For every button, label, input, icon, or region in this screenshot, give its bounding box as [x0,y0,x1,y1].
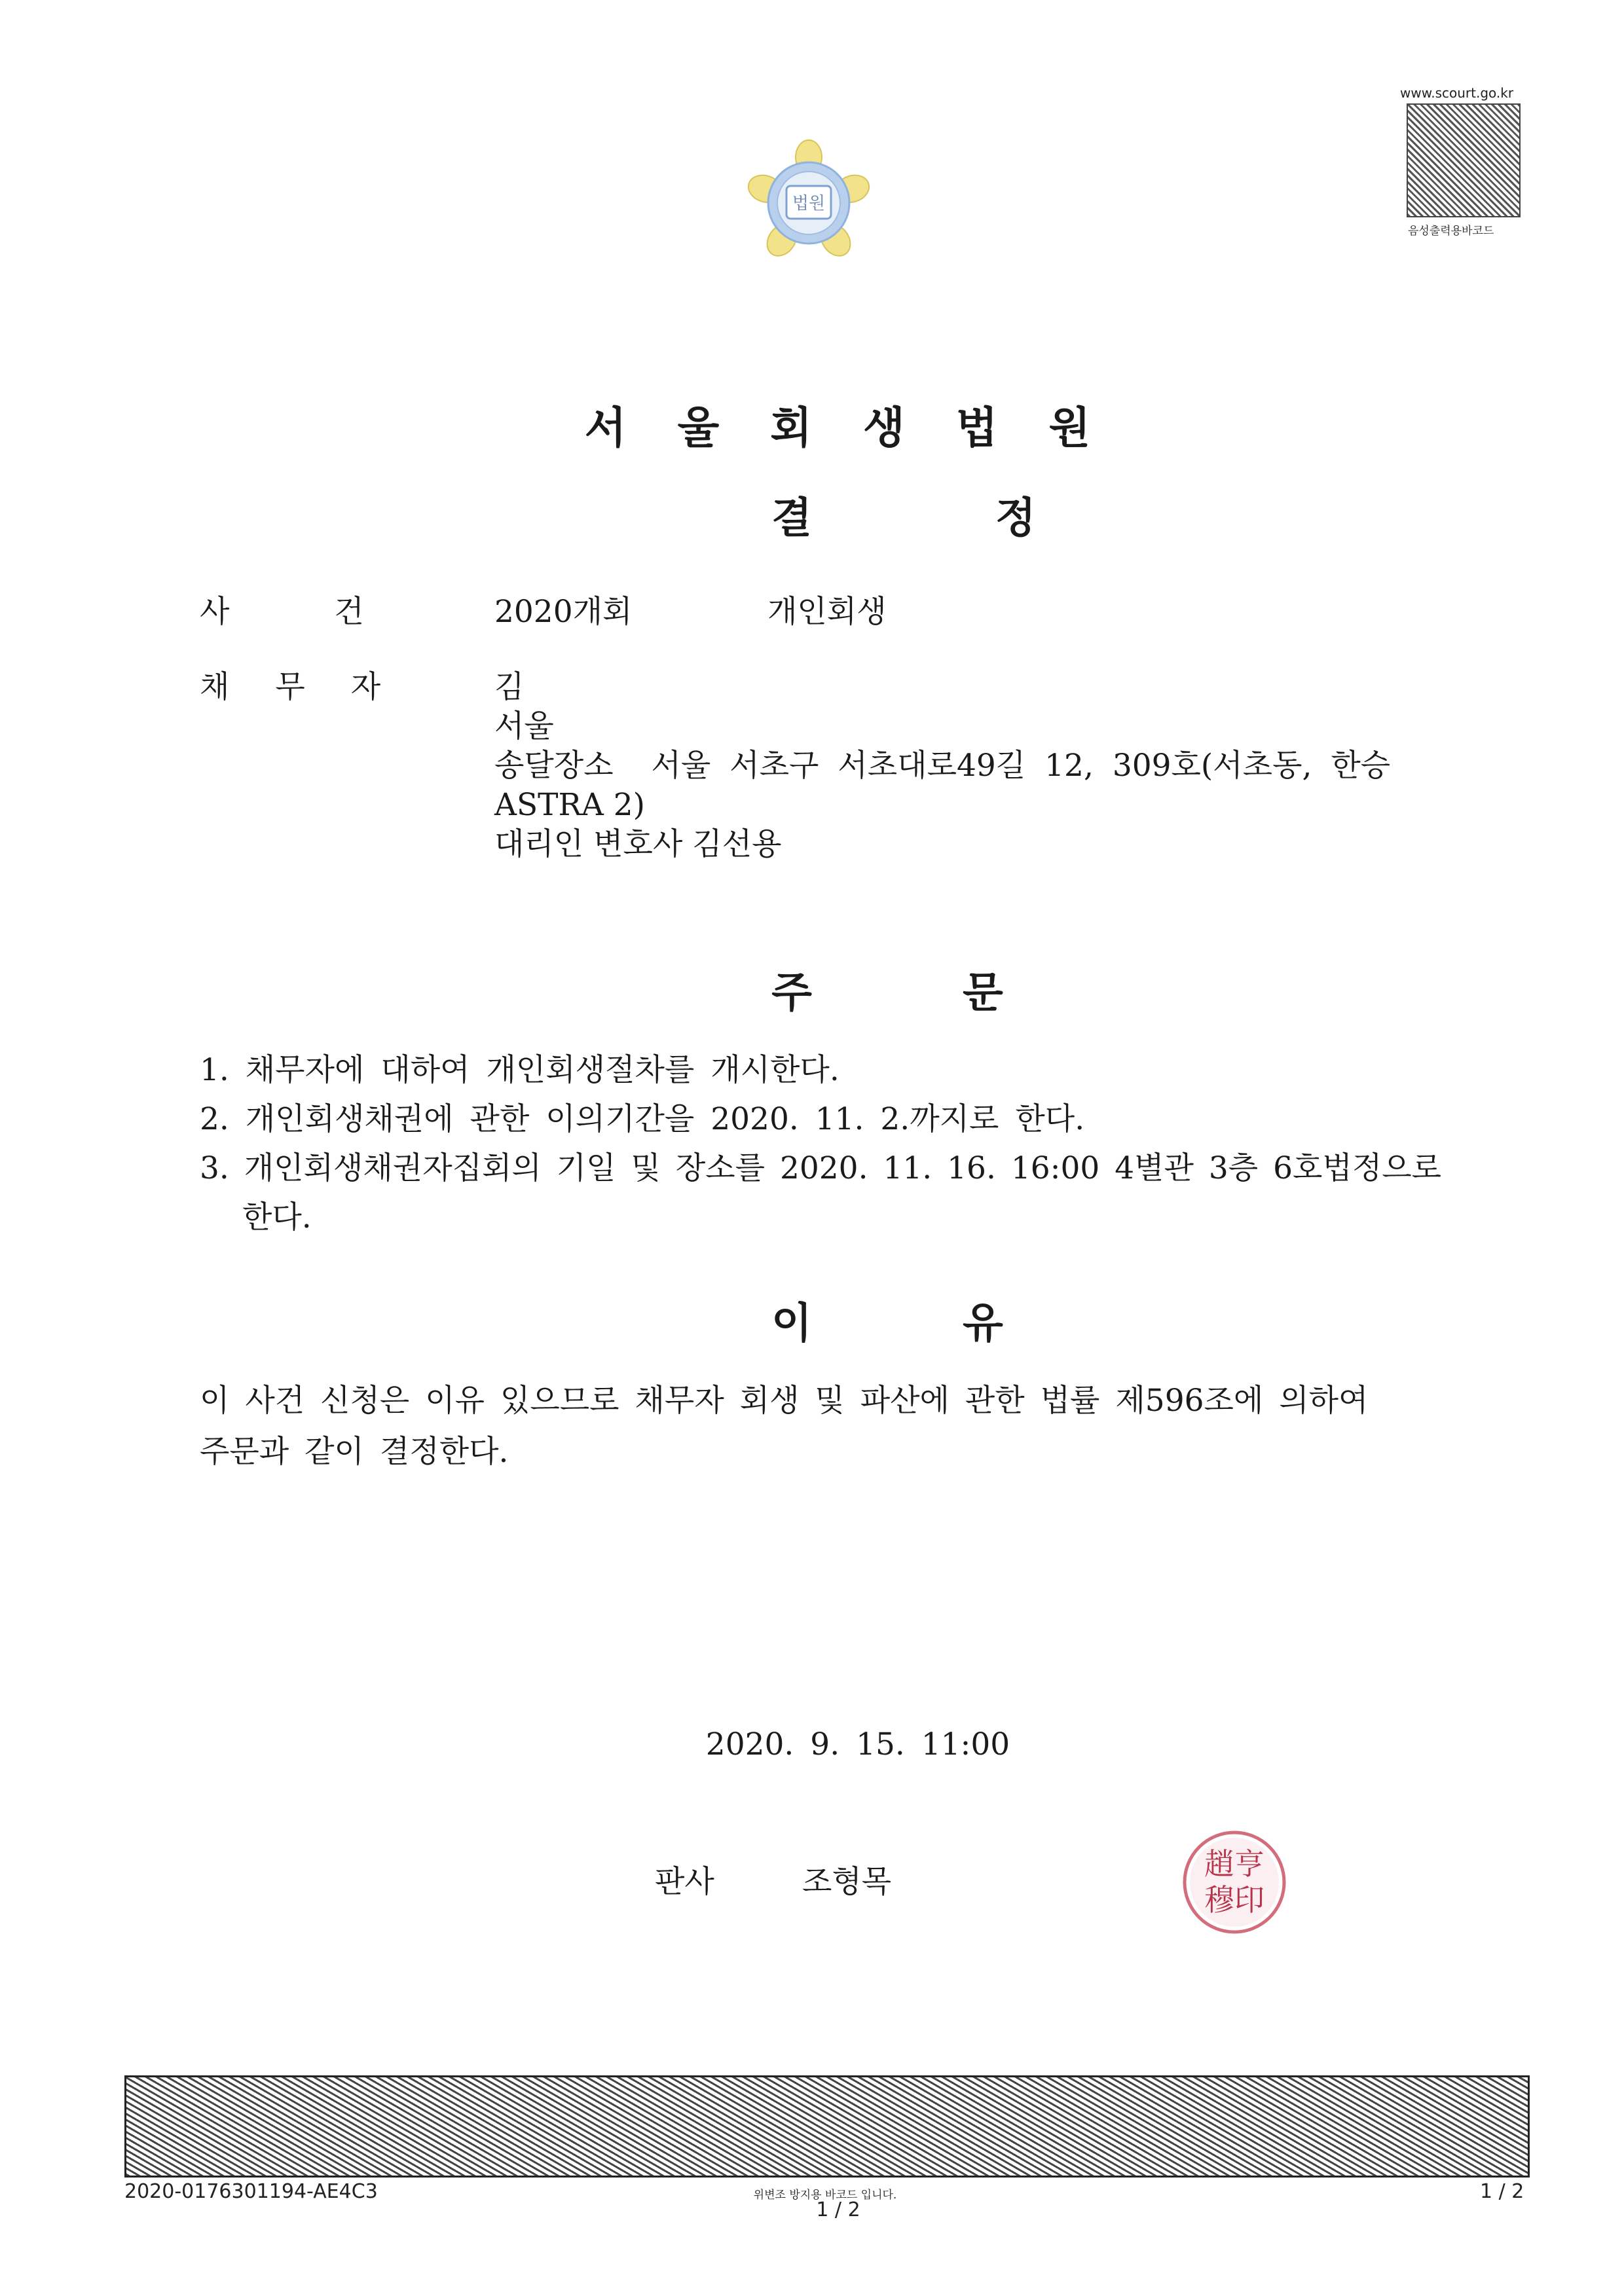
reason-heading: 이유 [771,1300,1154,1348]
document-title: 결정 [771,494,1219,543]
document-id: 2020-0176301194-AE4C3 [124,2180,378,2203]
debtor-name: 김 [494,669,525,705]
qr-url: www.scourt.go.kr [1400,85,1514,101]
case-label: 사건 [200,594,469,630]
order-heading: 주문 [771,969,1154,1017]
court-emblem-label: 법원 [792,194,826,213]
case-number: 2020개회 [494,594,633,630]
judge-seal [1179,1827,1290,1938]
order-item-2: 2. 개인회생채권에 관한 이의기간을 2020. 11. 2.까지로 한다. [200,1101,1085,1137]
debtor-label: 채무자 [200,669,427,705]
judge-title: 판사 [655,1864,714,1900]
qr-code-icon [1407,103,1521,217]
reason-line-1: 이 사건 신청은 이유 있으므로 채무자 회생 및 파산에 관한 법률 제596조에 의하여 [200,1383,1369,1419]
order-item-3-cont: 한다. [242,1199,312,1235]
order-item-1: 1. 채무자에 대하여 개인회생절차를 개시한다. [200,1052,840,1088]
decision-date: 2020. 9. 15. 11:00 [705,1726,1010,1762]
legal-agent: 대리인 변호사 김선용 [494,826,782,862]
reason-line-2: 주문과 같이 결정한다. [200,1434,509,1470]
qr-caption: 음성출력용바코드 [1408,225,1494,238]
judge-seal-text: 趙亨穆印 [1204,1846,1264,1918]
debtor-address: 서울 [494,708,554,744]
service-address-cont: ASTRA 2) [494,787,645,823]
page-number-center: 1 / 2 [816,2198,860,2221]
order-item-3: 3. 개인회생채권자집회의 기일 및 장소를 2020. 11. 16. 16:00 4별관 3층 6호법정으로 [200,1150,1442,1186]
court-emblem [730,137,887,268]
service-address: 송달장소 서울 서초구 서초대로49길 12, 309호(서초동, 한승 [494,748,1391,784]
barcode-note: 위변조 방지용 바코드 입니다. [753,2189,897,2202]
court-name: 서울회생법원 [584,403,1142,453]
judge-name: 조형목 [802,1864,892,1900]
page-number-right: 1 / 2 [1480,2180,1524,2203]
anti-forgery-barcode-icon [124,2075,1530,2178]
case-type: 개인회생 [767,594,887,630]
